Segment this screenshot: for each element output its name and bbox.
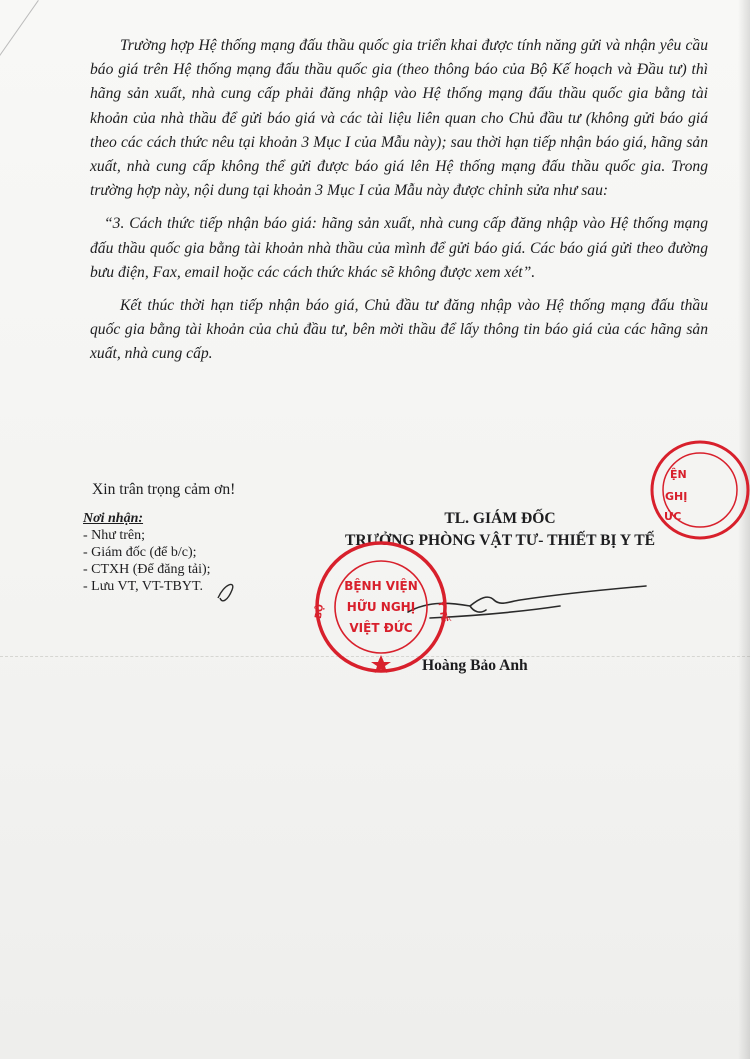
stamp-line-2: HỮU NGHỊ xyxy=(346,600,416,614)
partial-stamp-line-3: ỨC xyxy=(664,510,682,523)
recipient-item: - Như trên; xyxy=(83,528,146,543)
closing-line: Xin trân trọng cảm ơn! xyxy=(92,481,236,498)
partial-stamp-line-1: ỆN xyxy=(670,468,687,481)
recipient-item: - Giám đốc (để b/c); xyxy=(83,545,197,560)
paragraph-3: Kết thúc thời hạn tiếp nhận báo giá, Chủ đầu tư đăng nhập vào Hệ thống mạng đấu thầu quốc gia bằng tài khoản của chủ đầu tư, bên mời thầu để lấy thông tin báo giá của các hãng sản xuất, nhà cung cấp. xyxy=(90,297,708,363)
signature-title-line-2: TRƯỞNG PHÒNG VẬT TƯ- THIẾT BỊ Y TẾ xyxy=(344,532,656,549)
stamp-ring-left: BỘ xyxy=(313,603,327,620)
signature-title-line-1: TL. GIÁM ĐỐC xyxy=(444,510,556,527)
hospital-stamp xyxy=(313,543,452,673)
partial-stamp xyxy=(652,442,748,538)
partial-stamp-line-2: GHỊ xyxy=(665,490,688,503)
stamp-ring-right: Y TẾ xyxy=(435,599,449,624)
paragraph-1: Trường hợp Hệ thống mạng đấu thầu quốc gia triển khai được tính năng gửi và nhận yêu cầu báo giá trên Hệ thống mạng đấu thầu quốc gia (theo thông báo của Bộ Kế hoạch và Đầu tư) thì hãng sản xuất, nhà cung cấp phải đăng nhập vào Hệ thống mạng đấu thầu quốc gia bằng tài khoản của nhà thầu để gửi báo giá và các tài liệu liên quan cho Chủ đầu tư (không gửi báo giá theo các cách thức nêu tại khoản 3 Mục I của Mẫu này); sau thời hạn tiếp nhận báo giá, hãng sản xuất, nhà cung cấp không thể gửi được báo giá lên Hệ thống mạng đấu thầu quốc gia. Trong trường hợp này, nội dung tại khoản 3 Mục I của Mẫu này được chỉnh sửa như sau: xyxy=(90,37,708,200)
paragraph-quote: “3. Cách thức tiếp nhận báo giá: hãng sản xuất, nhà cung cấp đăng nhập vào Hệ thống mạng đấu thầu quốc gia bằng tài khoản nhà thầu của mình để gửi báo giá. Các báo giá gửi theo đường bưu điện, Fax, email hoặc các cách thức khác sẽ không được xem xét”. xyxy=(90,215,708,281)
stamp-line-3: VIỆT ĐỨC xyxy=(349,621,413,635)
recipient-item: - CTXH (Để đăng tải); xyxy=(83,562,211,577)
stamp-line-1: BỆNH VIỆN xyxy=(344,579,418,593)
recipient-item: - Lưu VT, VT-TBYT. xyxy=(83,579,203,594)
signer-name: Hoàng Bảo Anh xyxy=(422,657,528,674)
signature-tick-mark xyxy=(218,584,233,600)
recipients-heading: Nơi nhận: xyxy=(83,511,144,526)
